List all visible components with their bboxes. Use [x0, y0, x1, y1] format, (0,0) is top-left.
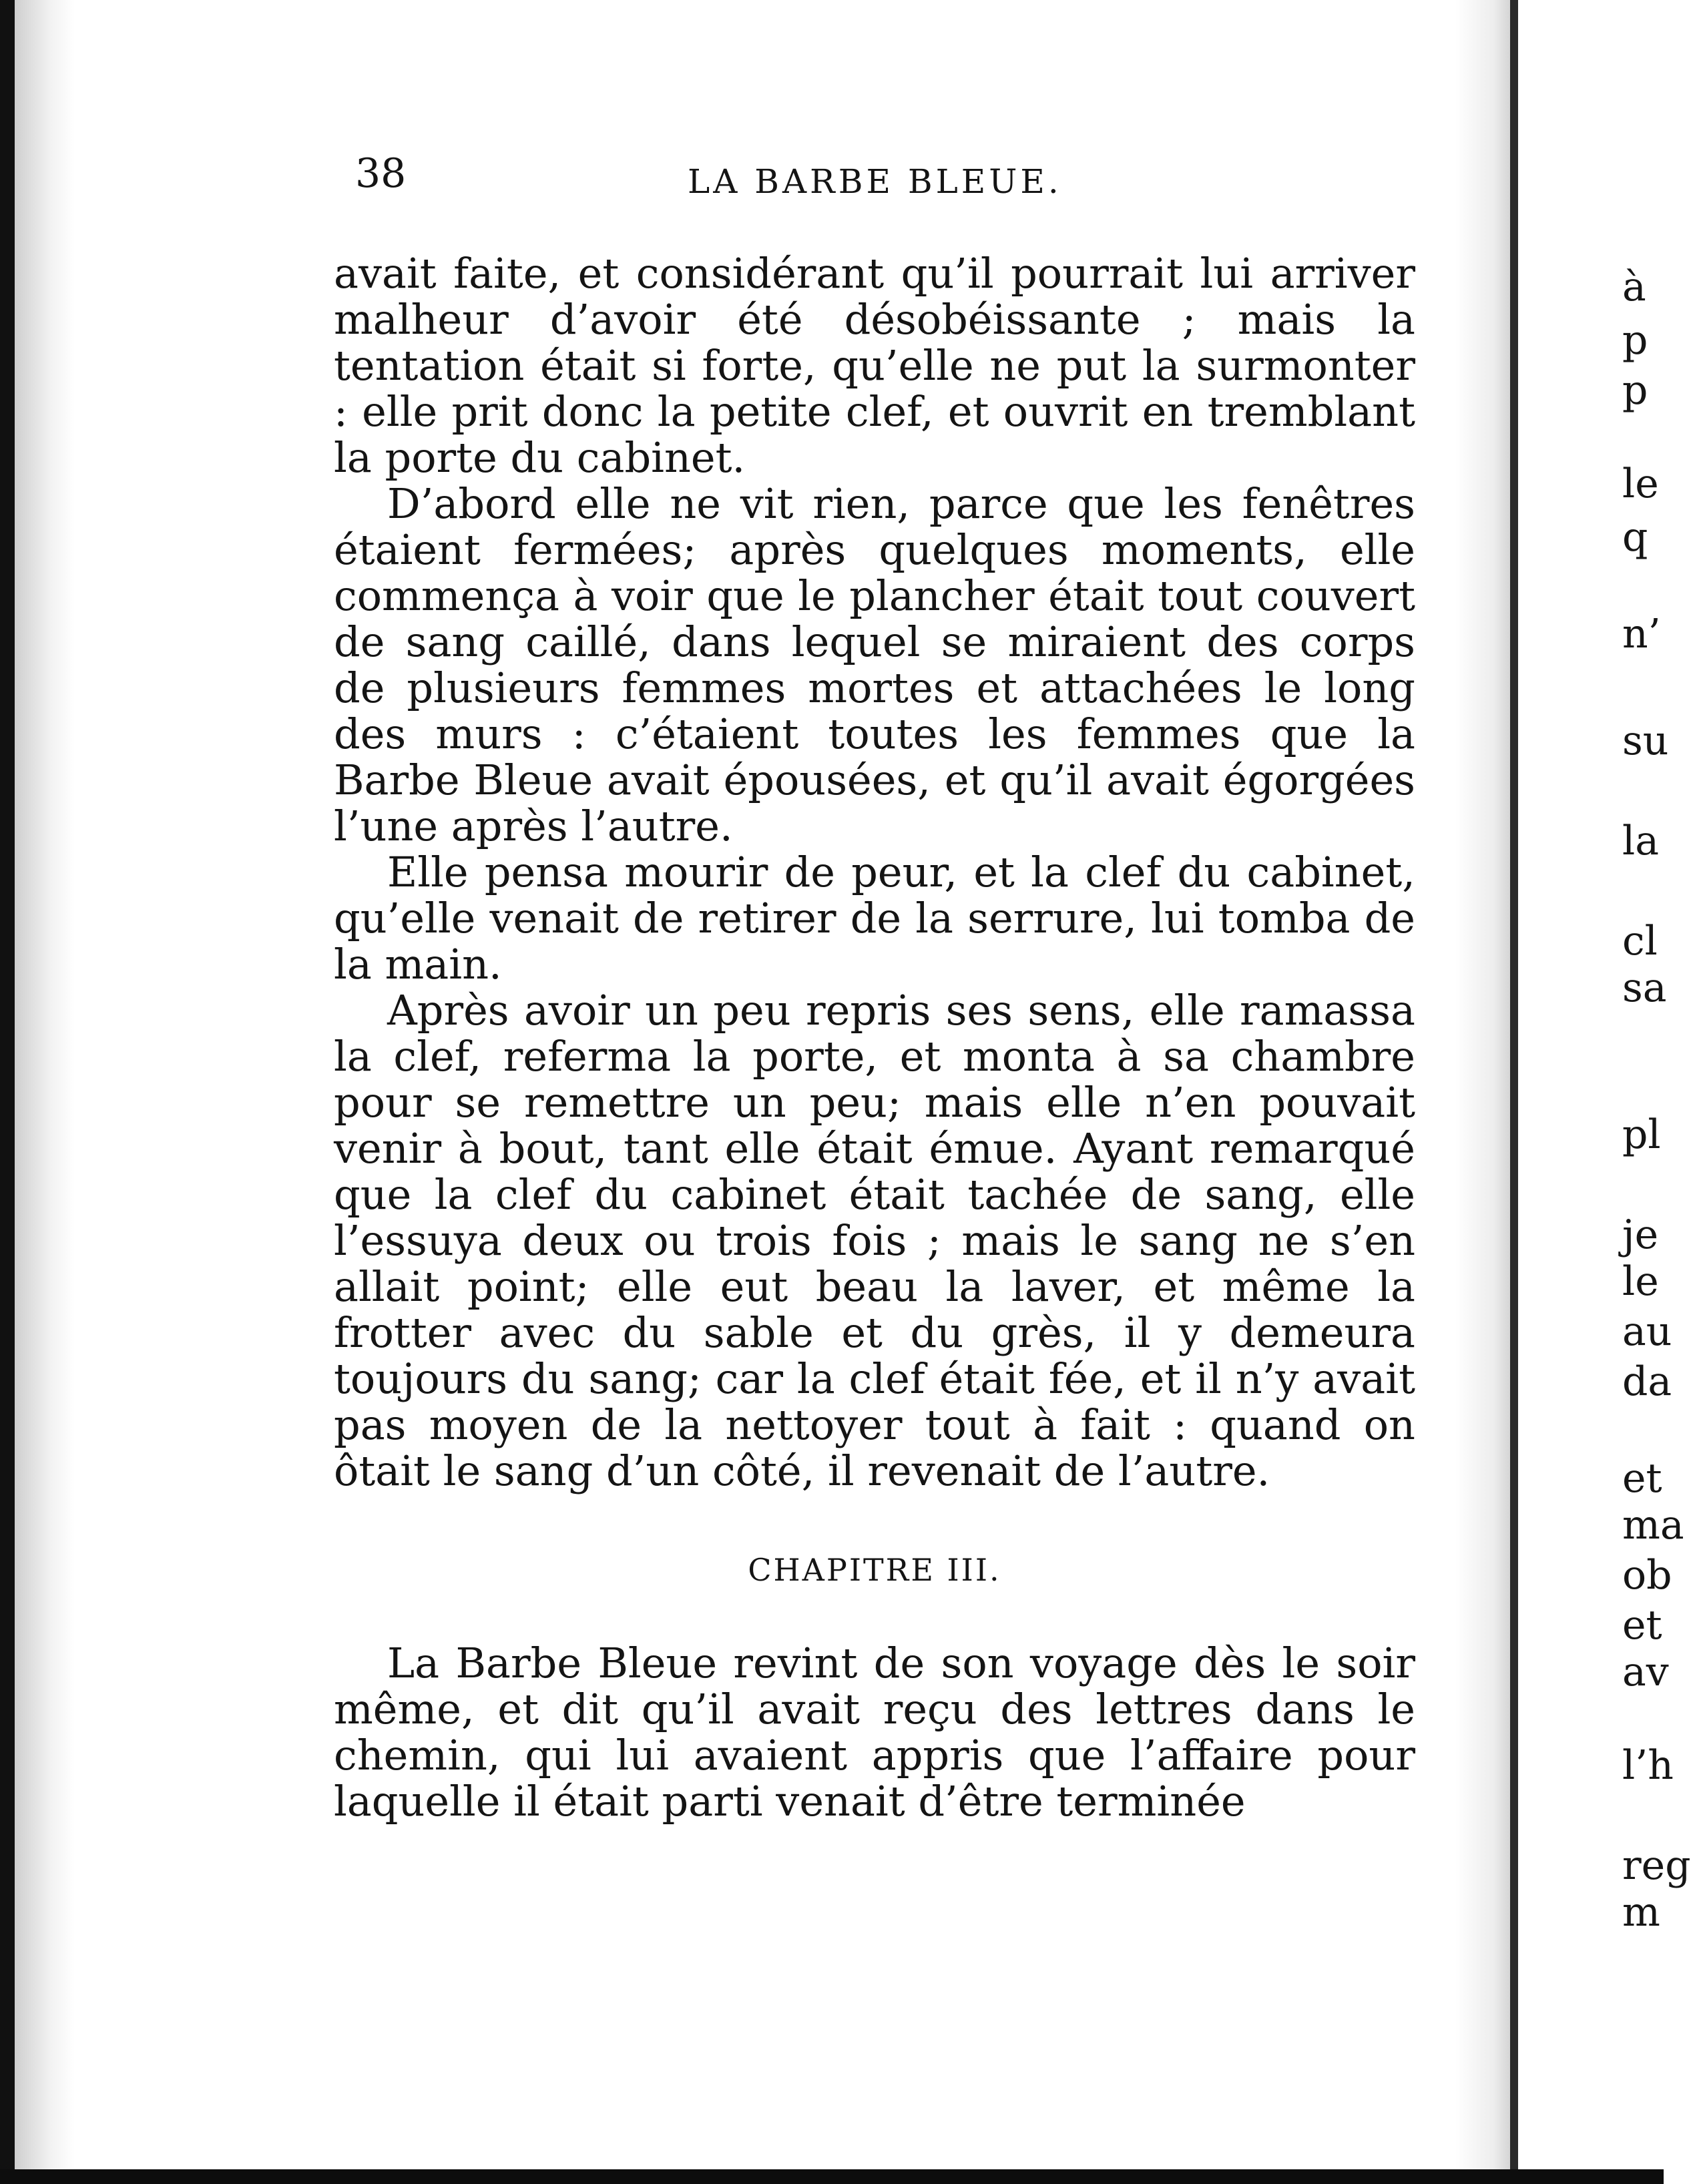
running-title: LA BARBE BLEUE. — [688, 162, 1062, 201]
facing-fragment: la — [1622, 818, 1659, 864]
body-text — [334, 250, 1415, 1824]
facing-fragment: au — [1622, 1308, 1672, 1355]
facing-fragment: le — [1622, 461, 1659, 507]
facing-fragment: p — [1622, 317, 1648, 364]
chapter-heading: CHAPITRE III. — [748, 1552, 1001, 1588]
facing-fragment: n’ — [1622, 611, 1661, 657]
facing-fragment: su — [1622, 718, 1669, 764]
facing-page-edge — [1622, 0, 1691, 2169]
facing-fragment: m — [1622, 1889, 1660, 1936]
book-gutter — [1510, 0, 1518, 2169]
facing-fragment: et — [1622, 1602, 1662, 1649]
facing-fragment: cl — [1622, 918, 1658, 965]
facing-fragment: pl — [1622, 1111, 1661, 1158]
facing-fragment: da — [1622, 1358, 1672, 1405]
paragraph: Elle pensa mourir de peur, et la clef du cabinet, qu’elle venait de retirer de la serrure, lui tomba de la main. — [334, 848, 1415, 989]
scan-edge-bottom — [0, 2169, 1664, 2184]
facing-fragment: ob — [1622, 1552, 1672, 1599]
paragraph-continued: avait faite, et considérant qu’il pourrait lui arriver malheur d’avoir été désobéissante ; mais la tentation était si forte, qu’elle ne put la surmonter : elle prit donc la petite clef, et ouvrit en tremblant la porte du cabinet. — [334, 249, 1415, 482]
facing-fragment: reg — [1622, 1842, 1691, 1889]
book-page — [334, 144, 1415, 1824]
paragraph: D’abord elle ne vit rien, parce que les fenêtres étaient fermées; après quelques moments, elle commença à voir que le plancher était tout couvert de sang caillé, dans lequel se miraient des corps de plusieurs femmes mortes et attachées le long des murs : c’étaient toutes les femmes que la Barbe Bleue avait épousées, et qu’il avait égorgées l’une après l’autre. — [334, 479, 1415, 850]
scan-edge-left — [0, 0, 15, 2184]
facing-fragment: p — [1622, 367, 1648, 414]
facing-fragment: à — [1622, 264, 1646, 310]
facing-fragment: q — [1622, 514, 1648, 561]
gutter-shadow — [1455, 0, 1510, 2169]
running-head — [334, 144, 1415, 217]
facing-fragment: et — [1622, 1455, 1662, 1502]
facing-fragment: av — [1622, 1649, 1669, 1695]
facing-fragment: ma — [1622, 1502, 1684, 1549]
paragraph: La Barbe Bleue revint de son voyage dès le soir même, et dit qu’il avait reçu des lettres dans le chemin, qui lui avaient appris que l’affaire pour laquelle il était parti venait d’être terminée — [334, 1639, 1415, 1826]
facing-fragment: le — [1622, 1258, 1659, 1305]
page-number: 38 — [355, 150, 407, 197]
page-shadow-left — [15, 0, 75, 2184]
paragraph: Après avoir un peu repris ses sens, elle ramassa la clef, referma la porte, et monta à sa chambre pour se remettre un peu; mais elle n’en pouvait venir à bout, tant elle était émue. Ayant remarqué que la clef du cabinet était tachée de sang, elle l’essuya deux ou trois fois ; mais le sang ne s’en allait point; elle eut beau la laver, et même la frotter avec du sable et du grès, il y demeura toujours du sang; car la clef était fée, et il n’y avait pas moyen de la nettoyer tout à fait : quand on ôtait le sang d’un côté, il revenait de l’autre. — [334, 986, 1415, 1495]
facing-fragment: je — [1622, 1211, 1659, 1258]
facing-fragment: sa — [1622, 965, 1667, 1011]
facing-fragment: l’h — [1622, 1742, 1674, 1789]
